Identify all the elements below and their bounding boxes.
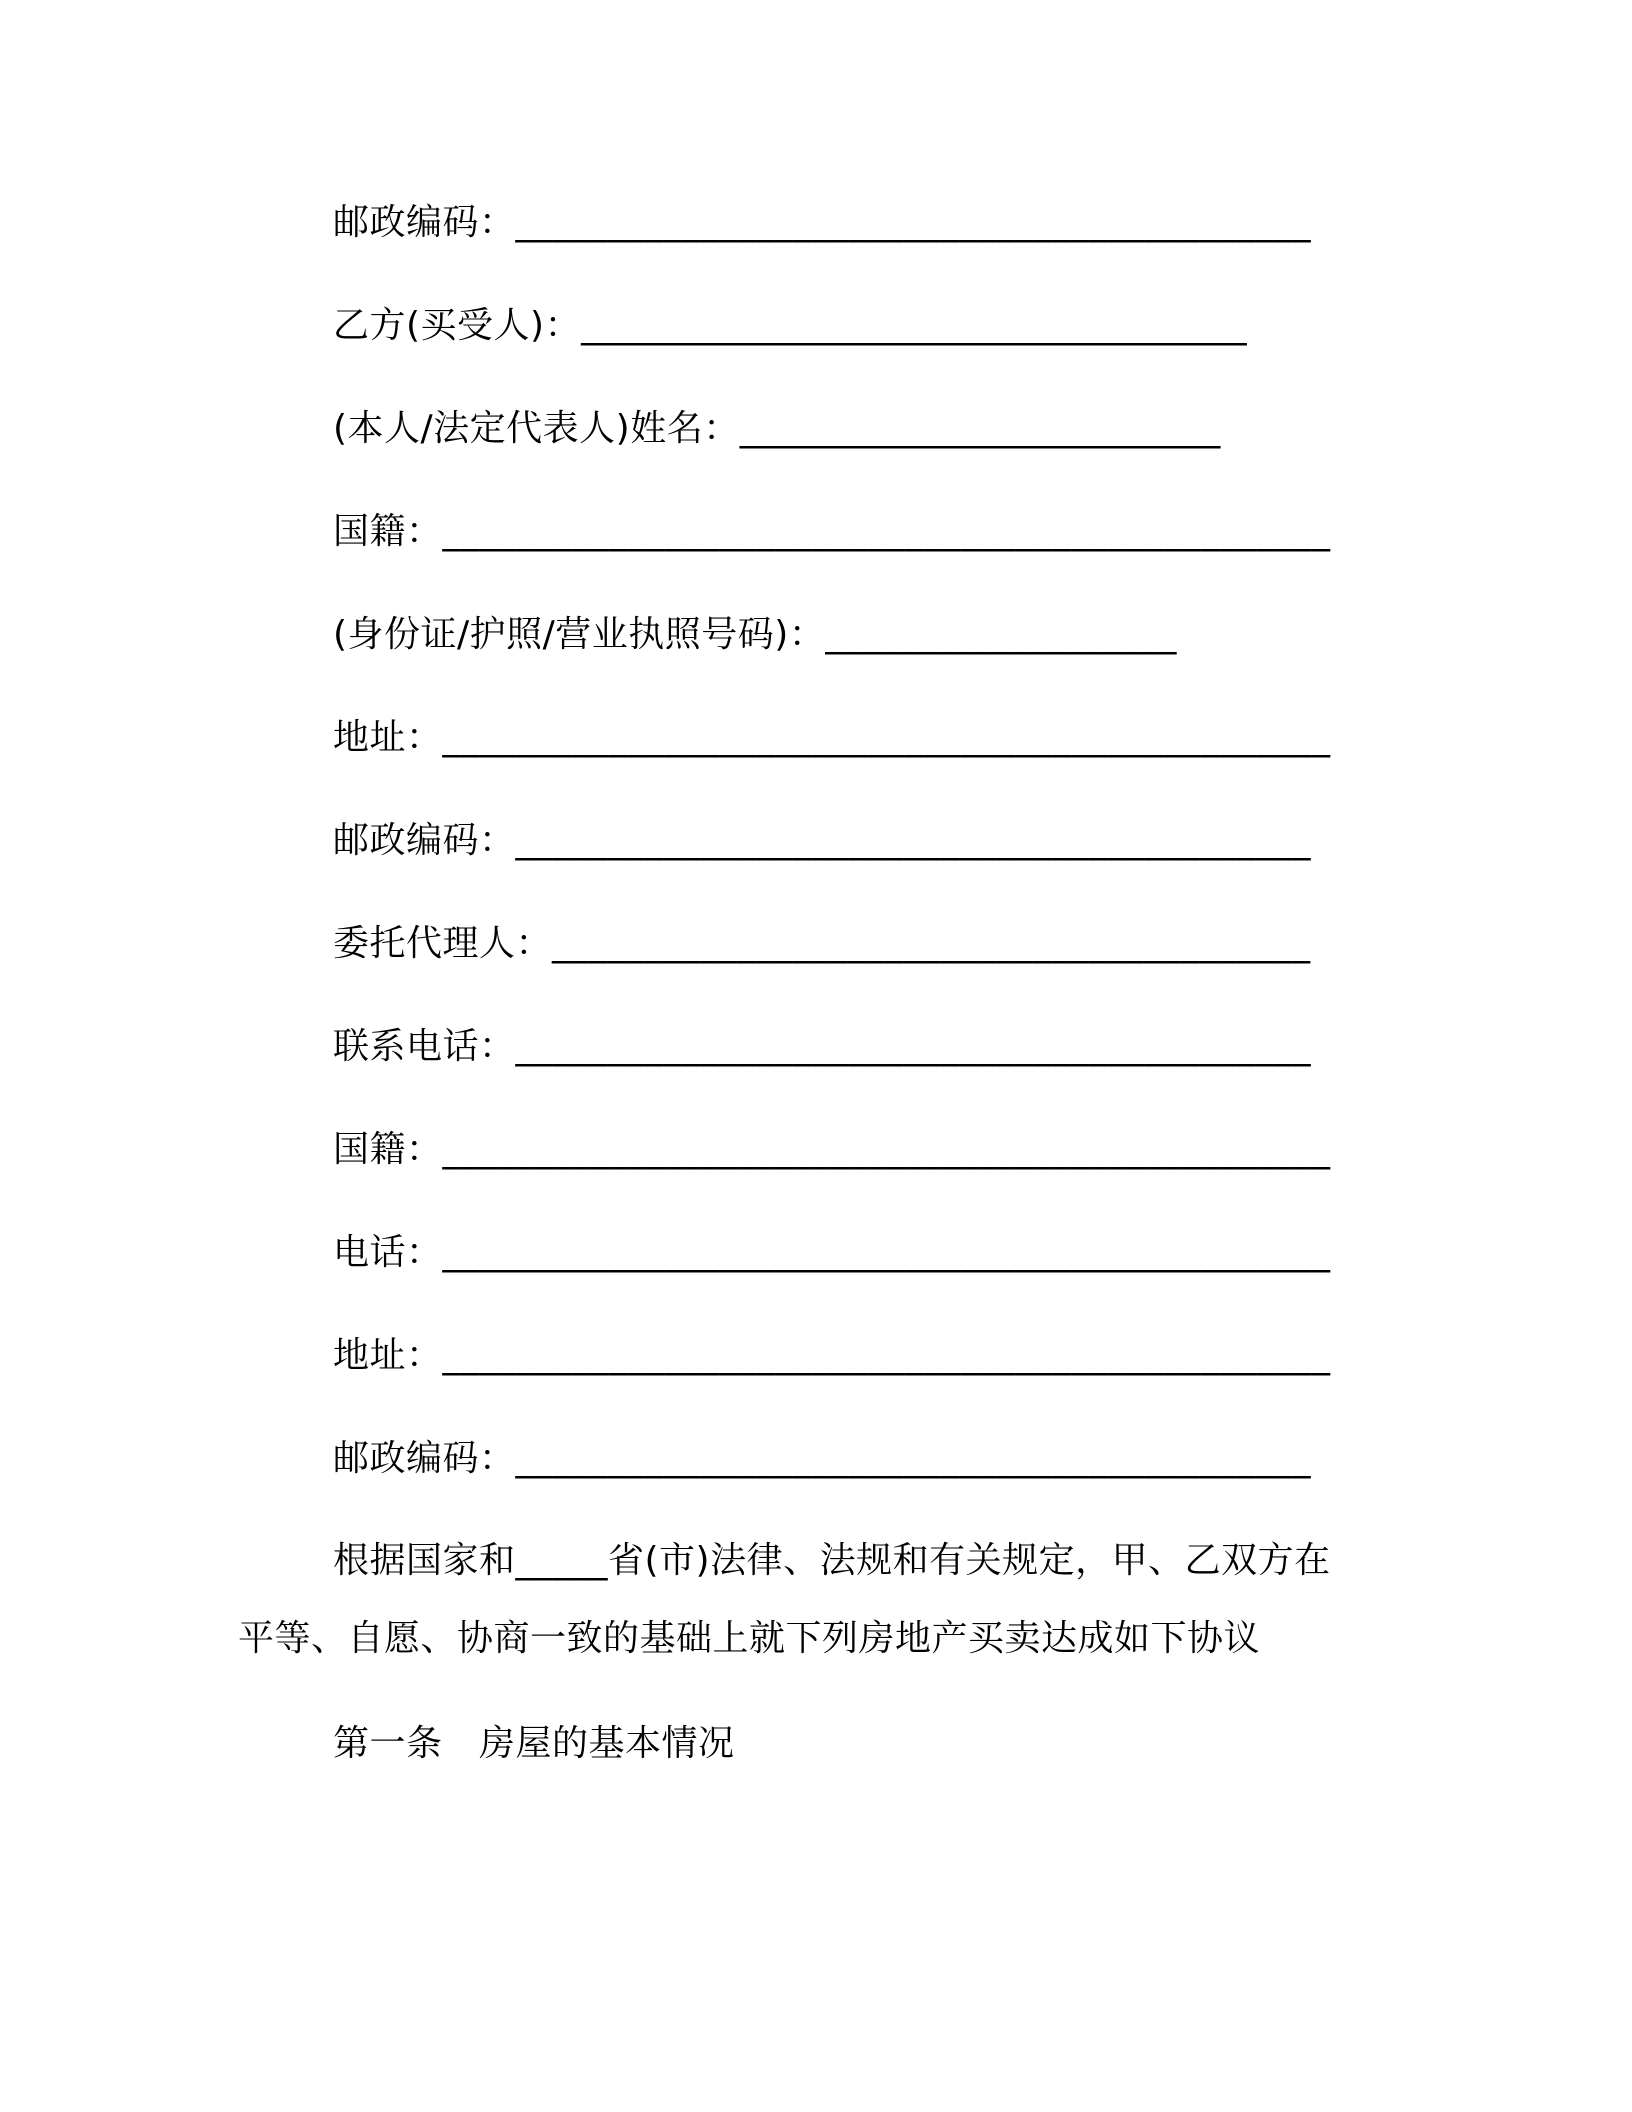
postal-code-field-3: 邮政编码：___________________________________________	[333, 1438, 1312, 1479]
postal-code-field-1: 邮政编码：___________________________________________	[333, 202, 1312, 243]
nationality-field-1: 国籍：________________________________________________	[333, 511, 1331, 552]
agreement-preamble-paragraph: 根据国家和_____省(市)法律、法规和有关规定，甲、乙双方在平等、自愿、协商一致的基础上就下列房地产买卖达成如下协议	[238, 1540, 1331, 1659]
article-one-heading: 第一条 房屋的基本情况	[333, 1723, 735, 1764]
nationality-field-2: 国籍：________________________________________________	[333, 1129, 1331, 1170]
postal-code-field-2: 邮政编码：___________________________________________	[333, 820, 1312, 861]
contact-phone-field: 联系电话：___________________________________________	[333, 1026, 1312, 1067]
address-field-2: 地址：________________________________________________	[333, 1335, 1331, 1376]
address-field-1: 地址：________________________________________________	[333, 717, 1331, 758]
authorized-agent-field: 委托代理人：_________________________________________	[333, 923, 1311, 964]
id-passport-license-field: (身份证/护照/营业执照号码)：___________________	[333, 614, 1177, 655]
party-b-buyer-field: 乙方(买受人)：____________________________________	[333, 305, 1248, 346]
phone-field: 电话：________________________________________________	[333, 1232, 1331, 1273]
legal-representative-name-field: (本人/法定代表人)姓名：__________________________	[333, 408, 1221, 449]
